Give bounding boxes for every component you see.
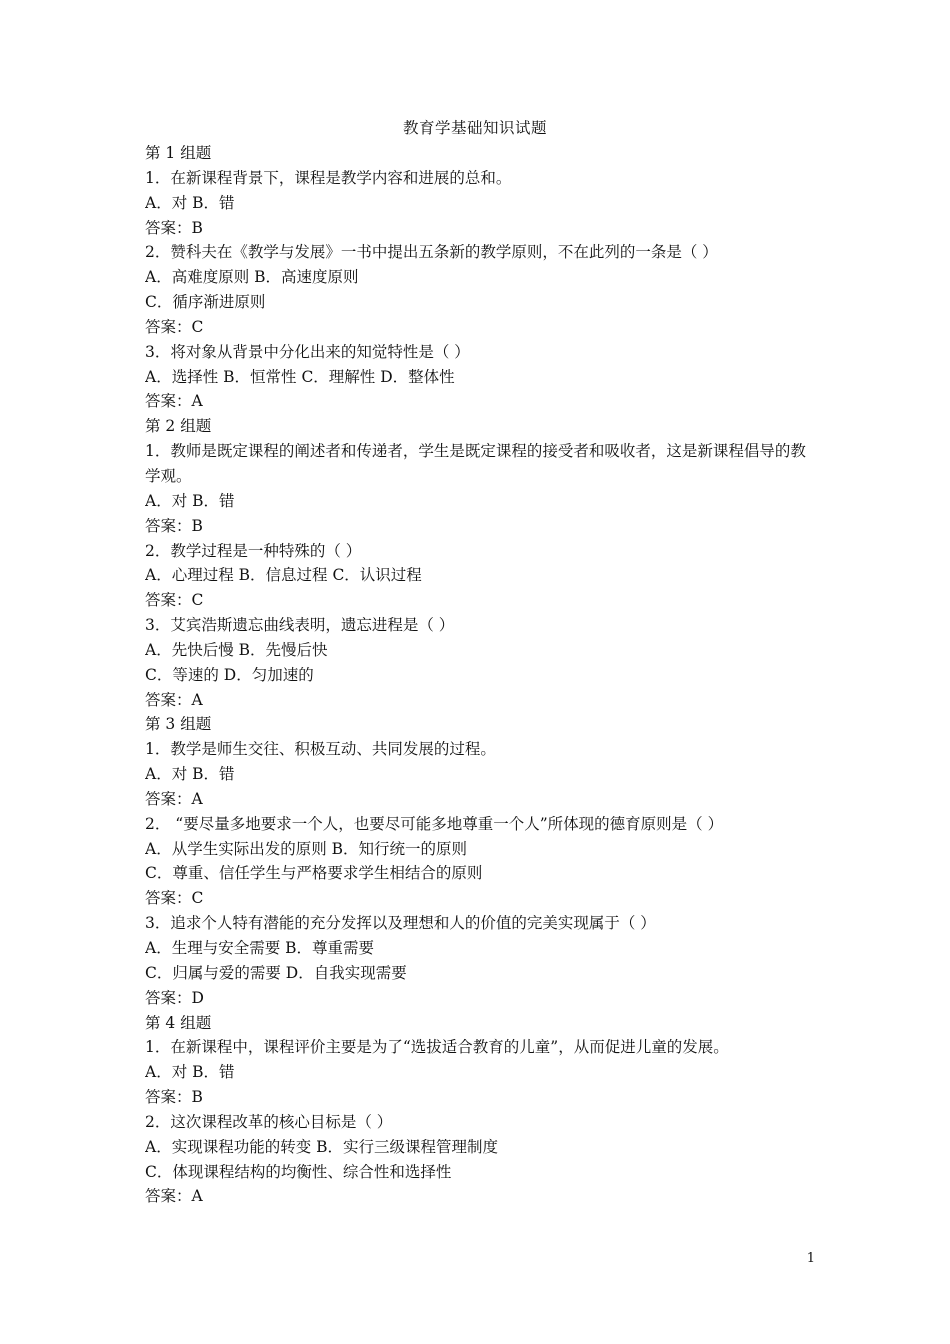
answer-key: 答案：C	[145, 591, 204, 610]
question-text: 1．教师是既定课程的阐述者和传递者，学生是既定课程的接受者和吸收者，这是新课程倡导的教学观。	[145, 442, 806, 485]
question-text: 2．赞科夫在《教学与发展》一书中提出五条新的教学原则，不在此列的一条是（ ）	[145, 243, 718, 262]
answer-options: A．生理与安全需要 B．尊重需要	[145, 939, 375, 957]
answer-key: 答案：A	[145, 690, 203, 709]
answer-options: A．对 B．错	[145, 193, 235, 212]
answer-options: A．对 B．错	[145, 1063, 235, 1082]
question-text: 2．教学过程是一种特殊的（ ）	[145, 541, 362, 560]
document-body	[145, 141, 813, 1209]
question-text: 3．追求个人特有潜能的充分发挥以及理想和人的价值的完美实现属于（ ）	[145, 914, 656, 933]
answer-options: A．对 B．错	[145, 765, 235, 784]
document-title: 教育学基础知识试题	[402, 119, 547, 137]
answer-key: 答案：B	[145, 218, 203, 237]
answer-options: C．体现课程结构的均衡性、综合性和选择性	[145, 1162, 452, 1181]
answer-key: 答案：C	[145, 317, 204, 336]
answer-key: 答案：B	[145, 516, 203, 535]
group-heading: 第 1 组题	[145, 144, 212, 162]
answer-key: 答案：A	[145, 789, 203, 808]
answer-key: 答案：D	[145, 988, 204, 1007]
answer-options: C．归属与爱的需要 D．自我实现需要	[145, 963, 407, 982]
answer-key: 答案：B	[145, 1088, 203, 1107]
question-text: 2． “要尽量多地要求一个人，也要尽可能多地尊重一个人”所体现的德育原则是（ ）	[145, 814, 724, 833]
group-heading: 第 4 组题	[145, 1013, 212, 1032]
question-text: 2．这次课程改革的核心目标是（ ）	[145, 1112, 393, 1131]
answer-options: A．实现课程功能的转变 B．实行三级课程管理制度	[145, 1137, 499, 1156]
page-number: 1	[806, 1251, 815, 1266]
answer-key: 答案：A	[145, 1187, 203, 1206]
answer-key: 答案：A	[145, 392, 203, 411]
question-text: 1．教学是师生交往、积极互动、共同发展的过程。	[145, 740, 496, 759]
group-heading: 第 2 组题	[145, 417, 212, 436]
answer-options: C．等速的 D．匀加速的	[145, 665, 314, 684]
question-text: 1．在新课程背景下，课程是教学内容和进展的总和。	[145, 168, 512, 187]
question-text: 3．将对象从背景中分化出来的知觉特性是（ ）	[145, 342, 470, 361]
answer-options: C．循序渐进原则	[145, 293, 266, 312]
answer-options: A．先快后慢 B．先慢后快	[145, 640, 328, 659]
question-text: 3．艾宾浩斯遗忘曲线表明，遗忘进程是（ ）	[145, 616, 455, 635]
question-text: 1．在新课程中，课程评价主要是为了“选拔适合教育的儿童”，从而促进儿童的发展。	[145, 1038, 729, 1057]
answer-options: A．高难度原则 B．高速度原则	[145, 268, 359, 287]
answer-options: C．尊重、信任学生与严格要求学生相结合的原则	[145, 864, 483, 883]
answer-options: A．对 B．错	[145, 491, 235, 510]
answer-options: A．心理过程 B．信息过程 C．认识过程	[145, 566, 422, 585]
answer-key: 答案：C	[145, 889, 204, 908]
answer-options: A．选择性 B．恒常性 C．理解性 D．整体性	[145, 367, 455, 386]
answer-options: A．从学生实际出发的原则 B．知行统一的原则	[145, 839, 468, 858]
group-heading: 第 3 组题	[145, 715, 212, 734]
